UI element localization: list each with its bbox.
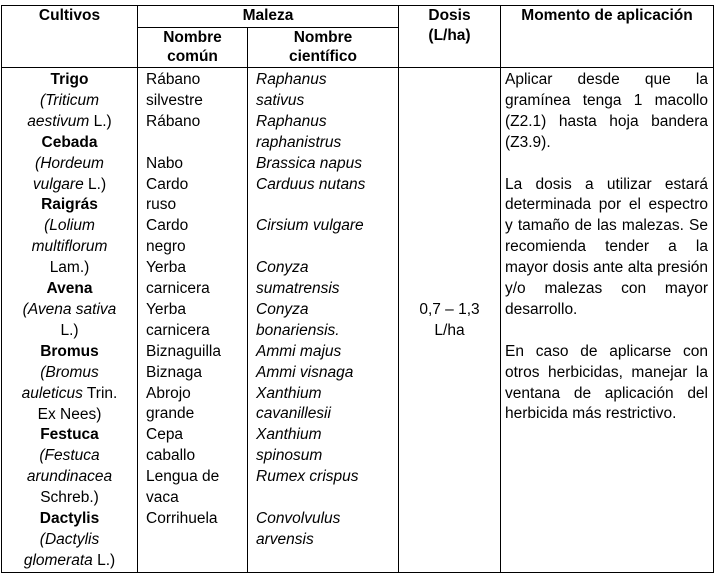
- weed-scientific-name-line: Xanthium: [256, 426, 322, 444]
- header-cultivos: Cultivos: [2, 6, 138, 68]
- momento-paragraph-3: En caso de aplicarse con otros herbicidas, manejar la ventana de aplicación del herbicida más restrictivo.: [505, 342, 708, 423]
- weed-common-name-line: ruso: [146, 196, 177, 214]
- weed-scientific-name-line: Conyza: [256, 300, 309, 318]
- header-nombre-comun: Nombre común: [138, 28, 248, 68]
- weed-common-name-line: Rábano: [146, 71, 201, 88]
- momento-paragraph-2: La dosis a utilizar estará determinada por el espectro y tamaño de las malezas. Se recomienda tender a la mayor dosis ante alta presión y/o malezas con mayor desarrollo.: [505, 175, 708, 318]
- weed-scientific-name-line: [256, 488, 398, 509]
- weed-common-name-line: Lengua de: [146, 468, 220, 486]
- weed-scientific-name-line: Ammi visnaga: [256, 363, 354, 381]
- weed-scientific-name-line: Conyza: [256, 259, 309, 277]
- weed-common-name-line: grande: [146, 405, 195, 423]
- crop-bromus: Bromus (Bromus auleticus Trin. Ex Nees): [21, 342, 118, 423]
- weed-scientific-name-line: Convolvulus: [256, 509, 341, 527]
- weed-scientific-name-line: bonariensis.: [256, 321, 340, 339]
- crop-raigras: Raigrás (Lolium multiflorum Lam.): [31, 196, 108, 277]
- weed-common-name-line: Rábano: [146, 112, 201, 130]
- header-nombre-cientifico: Nombre científico: [248, 28, 399, 68]
- weed-common-name-line: Cepa: [146, 426, 184, 444]
- weed-scientific-name-line: cavanillesii: [256, 405, 331, 423]
- weed-common-name-line: vaca: [146, 489, 179, 507]
- weed-common-name-line: Yerba: [146, 300, 186, 318]
- weed-scientific-name-line: spinosum: [256, 447, 323, 465]
- crop-cebada: Cebada (Hordeum vulgare L.): [32, 133, 107, 193]
- dosis-value: 0,7 – 1,3: [419, 300, 480, 318]
- weed-common-name-line: Nabo: [146, 154, 184, 172]
- weed-scientific-name-line: Cirsium vulgare: [256, 217, 364, 235]
- weed-common-name-line: caballo: [146, 447, 196, 465]
- weed-common-name-line: Cardo: [146, 175, 189, 193]
- weed-common-name-line: Cardo: [146, 217, 189, 235]
- weed-scientific-name-line: Brassica napus: [256, 154, 362, 172]
- weed-scientific-name-line: arvensis: [256, 530, 314, 548]
- header-momento: Momento de aplicación: [501, 6, 714, 68]
- weed-scientific-name-line: Raphanus: [256, 112, 327, 130]
- header-dosis: Dosis (L/ha): [399, 6, 501, 68]
- crop-trigo: Trigo (Triticum aestivum L.): [27, 71, 112, 130]
- weed-common-name-line: carnicera: [146, 321, 210, 339]
- crop-dactylis: Dactylis (Dactylis glomerata L.): [23, 510, 116, 569]
- weed-common-name-line: Abrojo: [146, 384, 191, 402]
- weed-common-name-line: negro: [146, 238, 186, 256]
- weed-scientific-name-line: [256, 237, 398, 258]
- dosis-unit: L/ha: [434, 321, 465, 339]
- weed-common-name-line: Biznaga: [146, 363, 203, 381]
- cultivos-cell: [2, 68, 138, 573]
- weed-scientific-name-line: Rumex crispus: [256, 468, 359, 486]
- weed-scientific-name-line: sativus: [256, 91, 305, 109]
- weed-common-name-line: Corrihuela: [146, 510, 218, 528]
- nombre-cientifico-cell: [248, 68, 399, 573]
- weed-scientific-name-line: raphanistrus: [256, 133, 342, 151]
- herbicide-application-table: [1, 5, 714, 573]
- momento-paragraph-1: Aplicar desde que la gramínea tenga 1 macollo (Z2.1) hasta hoja bandera (Z3.9).: [505, 71, 708, 151]
- weed-scientific-name-line: Xanthium: [256, 384, 322, 402]
- weed-scientific-name-line: Raphanus: [256, 71, 327, 88]
- weed-scientific-name-line: Carduus nutans: [256, 175, 366, 193]
- weed-common-name-line: carnicera: [146, 280, 210, 298]
- weed-scientific-name-line: Ammi majus: [256, 342, 342, 360]
- momento-cell: [501, 68, 714, 573]
- weed-scientific-name-line: [256, 195, 398, 216]
- weed-common-name-line: Yerba: [146, 259, 186, 277]
- weed-scientific-name-line: sumatrensis: [256, 280, 340, 298]
- dosis-cell: [399, 68, 501, 573]
- crop-festuca: Festuca (Festuca arundinacea Schreb.): [26, 426, 113, 507]
- nombre-comun-cell: [138, 68, 248, 573]
- weed-common-name-line: [146, 133, 247, 154]
- weed-common-name-line: silvestre: [146, 91, 203, 109]
- crop-avena: Avena (Avena sativa L.): [22, 280, 117, 339]
- header-maleza: Maleza: [138, 6, 399, 28]
- weed-common-name-line: Biznaguilla: [146, 342, 221, 360]
